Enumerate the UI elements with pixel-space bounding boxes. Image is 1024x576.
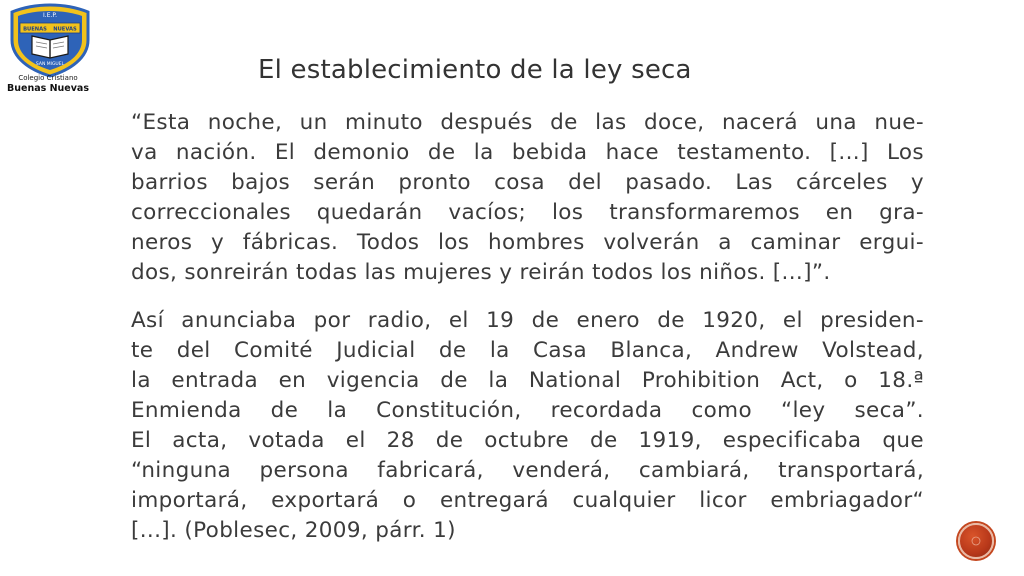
text-line: la entrada en vigencia de la National Prohibition Act, o 18.ª xyxy=(131,368,924,393)
quote-paragraph xyxy=(131,108,924,288)
shield-emblem-icon xyxy=(4,2,96,78)
text-line: [...]. (Poblesec, 2009, párr. 1) xyxy=(131,518,456,543)
text-line: importará, exportará o entregará cualquier licor embriagador“ xyxy=(131,488,924,513)
text-line: correccionales quedarán vacíos; los transformaremos en gra- xyxy=(131,200,924,225)
text-line: barrios bajos serán pronto cosa del pasado. Las cárceles y xyxy=(131,170,924,195)
text-line: va nación. El demonio de la bebida hace testamento. [...] Los xyxy=(131,140,924,165)
svg-text:BUENAS: BUENAS xyxy=(23,26,47,33)
next-slide-button[interactable] xyxy=(958,523,994,559)
svg-text:I.E.P.: I.E.P. xyxy=(43,12,57,19)
logo-caption-bold: Buenas Nuevas xyxy=(7,83,89,94)
text-line: Así anunciaba por radio, el 19 de enero de 1920, el presiden- xyxy=(131,308,924,333)
text-line: “Esta noche, un minuto después de las doce, nacerá una nue- xyxy=(131,110,924,135)
slide-title: El establecimiento de la ley seca xyxy=(258,55,692,85)
text-line: te del Comité Judicial de la Casa Blanca, Andrew Volstead, xyxy=(131,338,924,363)
text-line: neros y fábricas. Todos los hombres volverán a caminar ergui- xyxy=(131,230,924,255)
text-line: Enmienda de la Constitución, recordada como “ley seca”. xyxy=(131,398,924,423)
text-line: dos, sonreirán todas las mujeres y reirán todos los niños. [...]”. xyxy=(131,260,831,285)
svg-text:SAN MIGUEL: SAN MIGUEL xyxy=(35,62,65,67)
text-line: El acta, votada el 28 de octubre de 1919, especificaba que xyxy=(131,428,924,453)
svg-text:NUEVAS: NUEVAS xyxy=(53,26,77,33)
logo-caption-small: Colegio Cristiano xyxy=(18,74,78,82)
context-paragraph xyxy=(131,306,924,546)
text-line: “ninguna persona fabricará, venderá, cambiará, transportará, xyxy=(131,458,924,483)
slide-nav-icon xyxy=(969,534,983,548)
